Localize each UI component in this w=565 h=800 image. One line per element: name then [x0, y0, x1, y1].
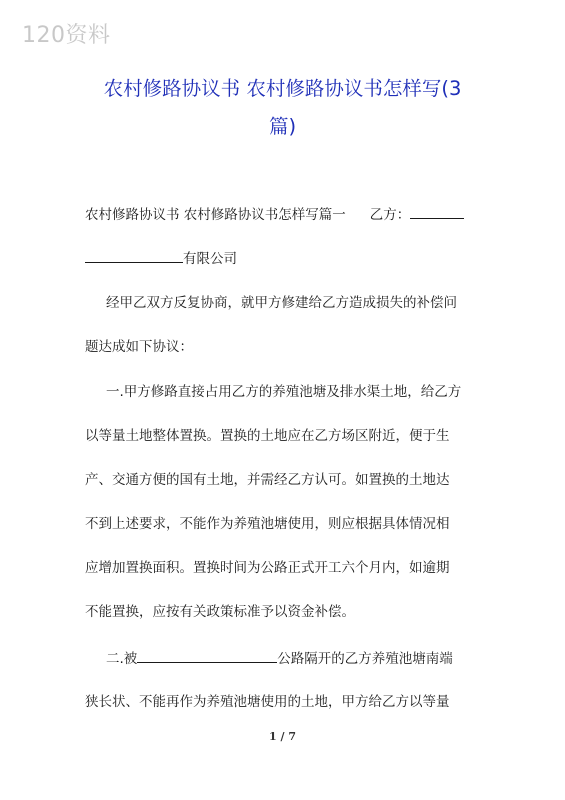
page-number: 1 / 7	[269, 730, 296, 743]
paragraph-3-line-5: 应增加置换面积。置换时间为公路正式开工六个月内，如逾期	[85, 560, 450, 576]
paragraph-3-line-3: 产、交通方便的国有土地，并需经乙方认可。如置换的土地达	[85, 472, 450, 488]
intro-heading: 农村修路协议书 农村修路协议书怎样写篇一	[85, 207, 346, 223]
paragraph-2-line-2: 题达成如下协议：	[85, 339, 193, 355]
party-b-blank	[410, 204, 464, 219]
paragraph-4-line-1	[85, 648, 485, 669]
paragraph-3-line-6: 不能置换，应按有关政策标准予以资金补偿。	[85, 604, 355, 620]
party-b-label: 乙方：	[369, 207, 411, 223]
company-suffix: 有限公司	[183, 251, 237, 267]
company-line	[85, 248, 485, 269]
document-title	[60, 70, 505, 146]
company-name-blank	[85, 248, 183, 263]
title-line-1: 农村修路协议书 农村修路协议书怎样写(3	[103, 77, 462, 100]
watermark-logo: 120资料	[22, 23, 111, 48]
paragraph-3-line-4: 不到上述要求，不能作为养殖池塘使用，则应根据具体情况相	[85, 516, 450, 532]
paragraph-3-line-2: 以等量土地整体置换。置换的土地应在乙方场区附近，便于生	[85, 428, 450, 444]
title-line-2: 篇)	[268, 115, 297, 138]
intro-line	[85, 204, 485, 225]
paragraph-4-line-2: 狭长状、不能再作为养殖池塘使用的土地，甲方给乙方以等量	[85, 694, 450, 710]
clause-2-text: 公路隔开的乙方养殖池塘南端	[277, 651, 453, 667]
road-name-blank	[137, 648, 277, 663]
clause-2-label: 二.被	[106, 651, 138, 667]
paragraph-2-line-1: 经甲乙双方反复协商，就甲方修建给乙方造成损失的补偿问	[106, 295, 457, 311]
paragraph-3-line-1: 一.甲方修路直接占用乙方的养殖池塘及排水渠土地，给乙方	[106, 384, 462, 400]
